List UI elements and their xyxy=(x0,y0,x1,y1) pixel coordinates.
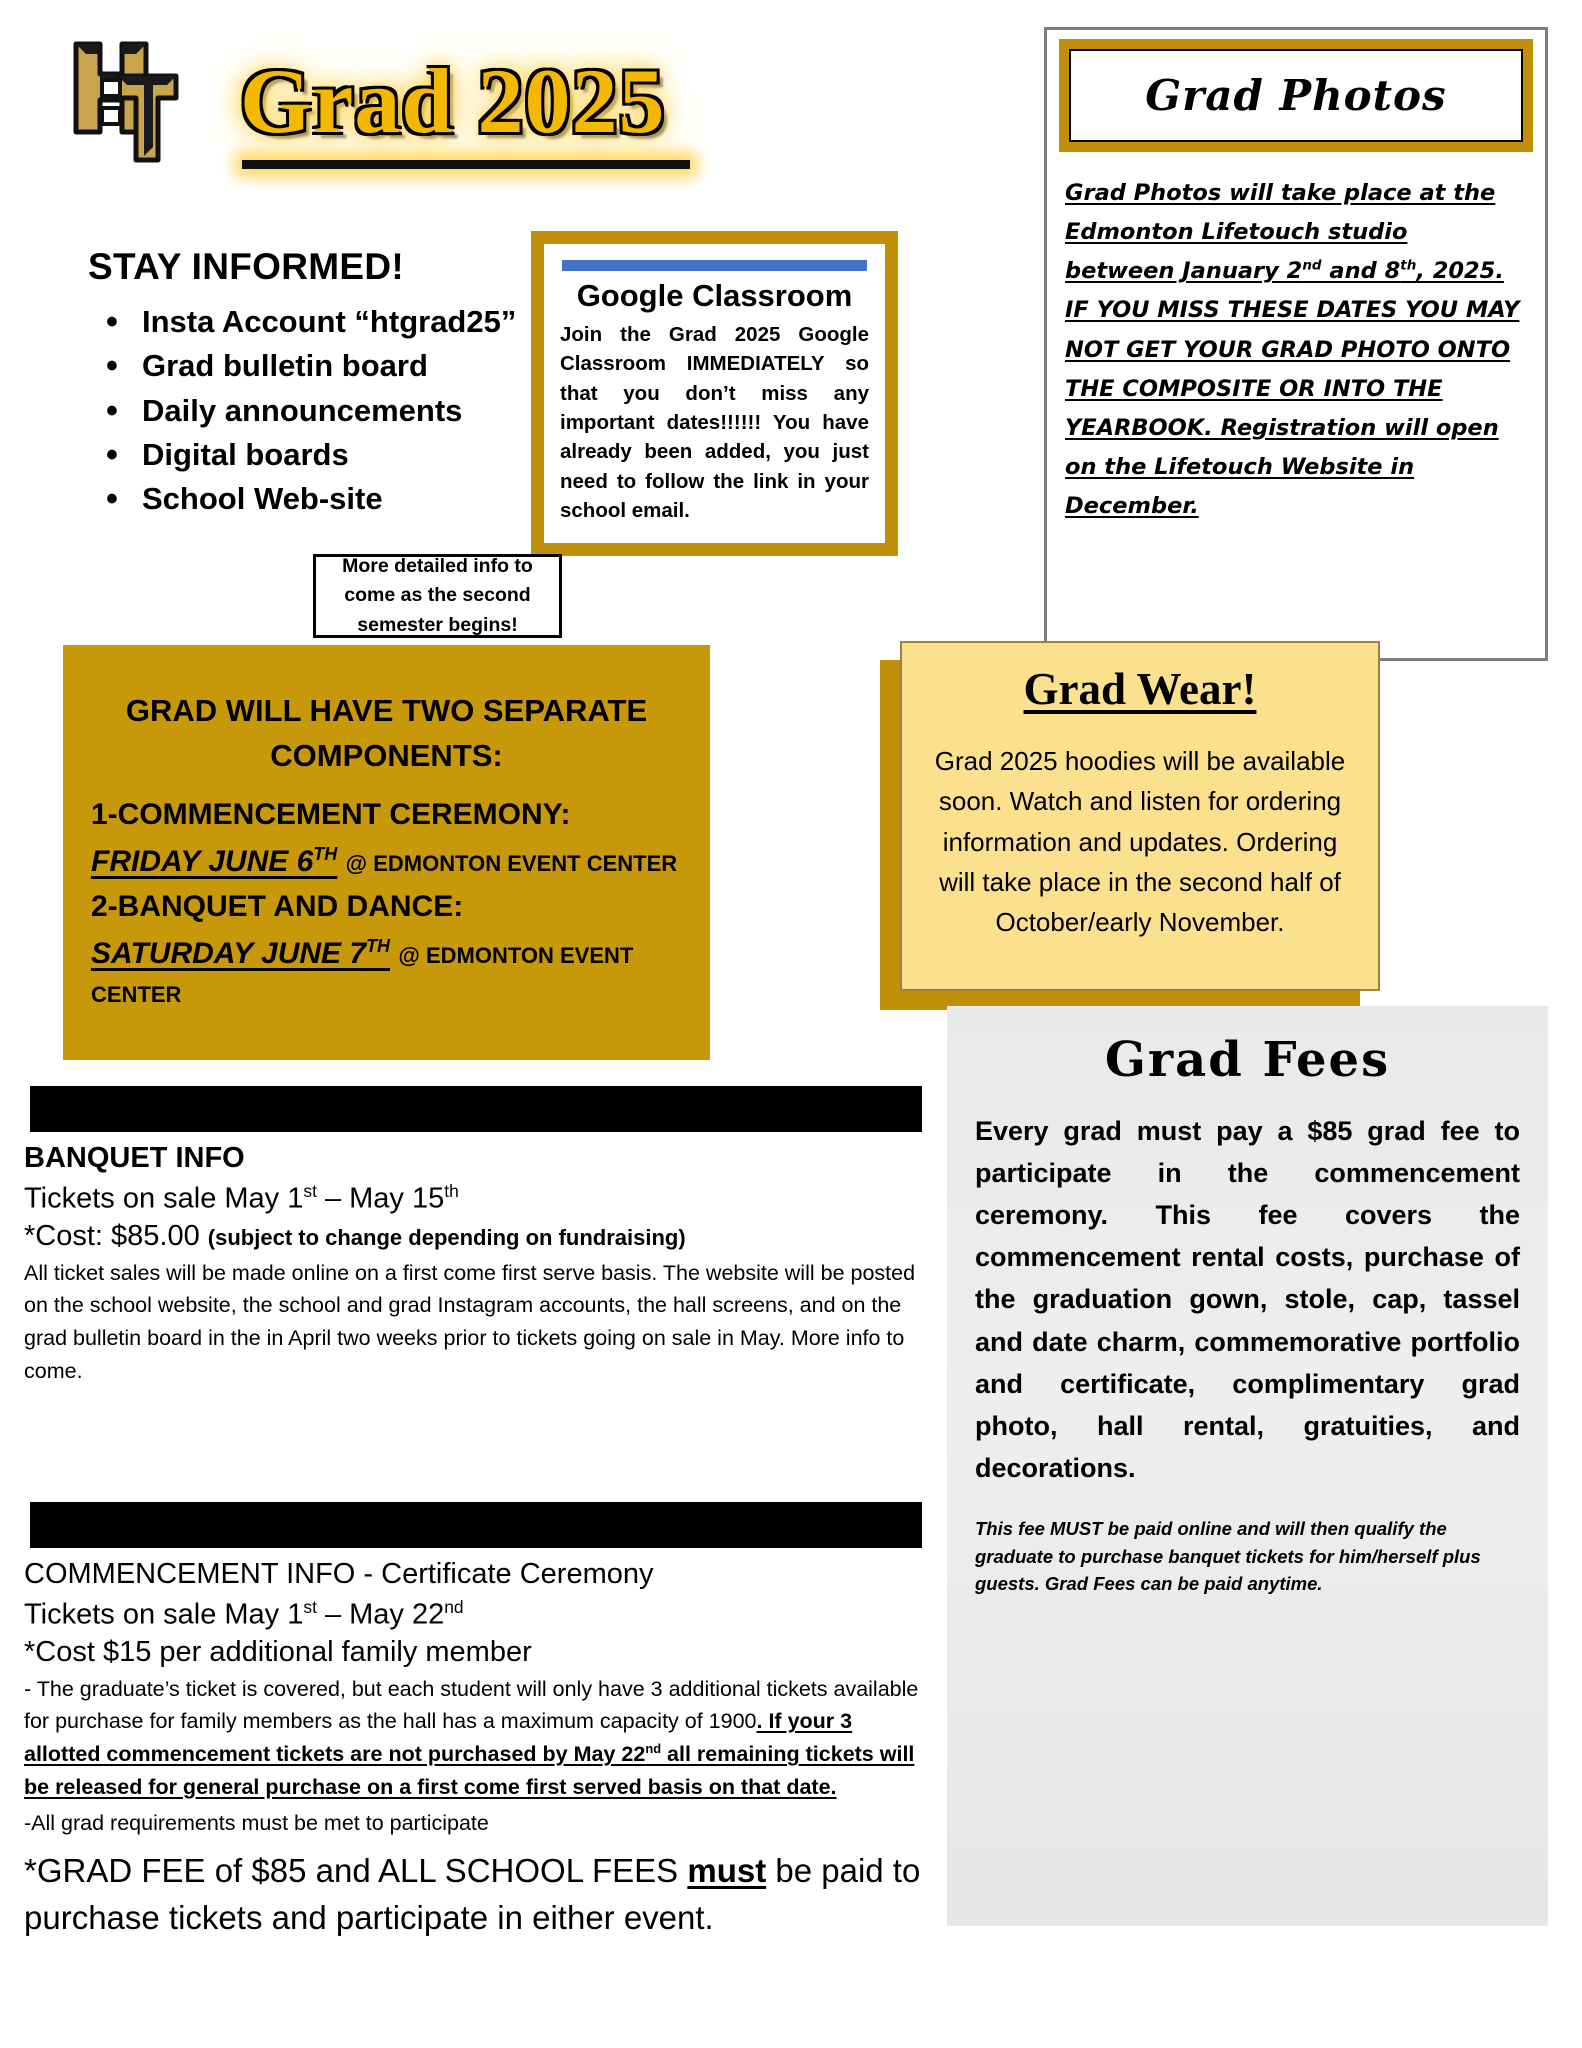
grad-wear-title-wrap xyxy=(926,663,1354,715)
components-heading: GRAD WILL HAVE TWO SEPARATE COMPONENTS: xyxy=(125,693,648,773)
list-item: • Grad bulletin board xyxy=(106,344,520,388)
list-item: • Digital boards xyxy=(106,433,520,477)
grad-fees-card xyxy=(947,1006,1548,1926)
banquet-cost-note: (subject to change depending on fundraising) xyxy=(207,1224,686,1250)
list-item: • Insta Account “htgrad25” xyxy=(106,300,520,344)
commencement-requirements: -All grad requirements must be met to participate xyxy=(24,1811,489,1836)
final-rest: be paid to purchase tickets and participate in either event. xyxy=(24,1852,921,1936)
google-classroom-inner xyxy=(544,244,885,543)
gp-text-2: and 8 xyxy=(1321,258,1401,285)
gp-text-1: Grad Photos will take place at the Edmonton Lifetouch studio between January 2 xyxy=(1065,180,1496,285)
comm-detail-sup: nd xyxy=(645,1740,662,1756)
comm-detail-underlined-prefix: . If your 3 allotted commencement tickets are not purchased by May 22 xyxy=(24,1709,853,1766)
comm-ticket-mid: – May 22 xyxy=(316,1598,445,1631)
banquet-heading: BANQUET INFO xyxy=(24,1142,245,1174)
final-emph: must xyxy=(687,1852,767,1890)
grad-components-card xyxy=(63,645,710,1060)
detail-callout xyxy=(313,554,562,638)
component-1-date: FRIDAY JUNE 6 xyxy=(91,844,314,878)
comm-sup-1: st xyxy=(303,1597,317,1617)
google-classroom-card xyxy=(531,231,898,556)
comm-detail-underlined-rest: all remaining tickets will be released for general purchase on a first come first served basis on that date. xyxy=(24,1742,915,1799)
banquet-info-section xyxy=(24,1142,924,1387)
commencement-heading-bold: COMMENCEMENT INFO xyxy=(24,1558,356,1590)
list-item: • School Web-site xyxy=(106,477,520,521)
grad-photos-title-box xyxy=(1069,49,1523,142)
banquet-ticket-dates xyxy=(24,1181,924,1216)
detail-callout-text: More detailed info to come as the second semester begins! xyxy=(342,555,533,636)
banquet-cost xyxy=(24,1220,924,1253)
comm-ticket-prefix: Tickets on sale May 1 xyxy=(24,1598,304,1631)
commencement-ticket-dates xyxy=(24,1597,924,1632)
stay-informed-section xyxy=(60,246,520,522)
component-1-date-row xyxy=(91,842,692,881)
grad-photos-title-frame xyxy=(1059,39,1533,152)
grad-fees-title: Grad Fees xyxy=(1104,1032,1391,1088)
section-divider-banquet xyxy=(30,1086,922,1132)
grad-photos-title: Grad Photos xyxy=(1145,71,1447,120)
final-prefix: *GRAD FEE of $85 and ALL SCHOOL FEES xyxy=(24,1852,688,1890)
banquet-sup-1: st xyxy=(303,1181,317,1201)
component-1-venue: @ EDMONTON EVENT CENTER xyxy=(345,850,678,876)
grad-fees-note: This fee MUST be paid online and will then qualify the graduate to purchase banquet tickets for him/herself plus guests. Grad Fees can be paid anytime. xyxy=(975,1517,1481,1595)
list-item: • Daily announcements xyxy=(106,389,520,433)
stay-informed-heading: STAY INFORMED! xyxy=(88,246,404,287)
component-2-venue: @ EDMONTON EVENT CENTER xyxy=(91,942,634,1007)
banquet-ticket-mid: – May 15 xyxy=(316,1182,445,1215)
commencement-final-note xyxy=(24,1848,924,1942)
grad-photos-body xyxy=(1065,174,1523,526)
banquet-sup-2: th xyxy=(444,1181,459,1201)
title-underline xyxy=(242,160,690,169)
component-2-date-sup: TH xyxy=(366,935,391,956)
accent-bar xyxy=(562,260,867,271)
comm-detail-plain: - The graduate’s ticket is covered, but each student will only have 3 additional tickets available for purchase for family members as the hall has a maximum capacity of 1900 xyxy=(24,1676,919,1734)
banquet-ticket-prefix: Tickets on sale May 1 xyxy=(24,1182,304,1215)
gp-sup-1: nd xyxy=(1302,257,1322,274)
page-title: Grad 2025 xyxy=(240,50,666,152)
component-2-date: SATURDAY JUNE 7 xyxy=(91,936,367,970)
banquet-body: All ticket sales will be made online on a first come first serve basis. The website will be posted on the school website, the school and grad Instagram accounts, the hall screens, and on the grad bulletin board in the in April two weeks prior to tickets going on sale in May. More info to come. xyxy=(24,1260,916,1383)
gp-text-3: , 2025. IF YOU MISS THESE DATES YOU MAY NOT GET YOUR GRAD PHOTO ONTO THE COMPOSITE OR INTO THE YEARBOOK. Registration will open on the Lifetouch Website in December. xyxy=(1065,258,1520,520)
google-classroom-body: Join the Grad 2025 Google Classroom IMMEDIATELY so that you don’t miss any important dates!!!!!! You have already been added, you just need to follow the link in your school email. xyxy=(560,323,869,522)
commencement-heading xyxy=(24,1558,924,1591)
commencement-info-section xyxy=(24,1558,924,1942)
component-2-date-row xyxy=(91,934,692,1012)
commencement-cost: *Cost $15 per additional family member xyxy=(24,1635,532,1668)
grad-wear-title: Grad Wear! xyxy=(1023,664,1257,714)
component-1-date-sup: TH xyxy=(313,843,338,864)
commencement-heading-rest: - Certificate Ceremony xyxy=(355,1558,654,1590)
school-logo xyxy=(58,30,188,175)
google-classroom-title: Google Classroom xyxy=(576,278,853,313)
gp-sup-2: th xyxy=(1400,257,1417,274)
grad-photos-card xyxy=(1044,27,1548,661)
banquet-cost-main: *Cost: $85.00 xyxy=(24,1219,208,1252)
component-2-label: 2-BANQUET AND DANCE: xyxy=(91,889,464,923)
stay-informed-list xyxy=(60,300,520,522)
grad-fees-body: Every grad must pay a $85 grad fee to participate in the commencement ceremony. This fee covers the commencement rental costs, purchase of the graduation gown, stole, cap, tassel and date charm, commemorative portfolio and certificate, complimentary grad photo, hall rental, gratuities, and decorations. xyxy=(975,1116,1520,1483)
grad-wear-card xyxy=(900,641,1380,991)
comm-sup-2: nd xyxy=(444,1597,464,1617)
grad-wear-body: Grad 2025 hoodies will be available soon. Watch and listen for ordering information and updates. Ordering will take place in the second half of October/early November. xyxy=(934,746,1346,938)
section-divider-commencement xyxy=(30,1502,922,1548)
component-1-label: 1-COMMENCEMENT CEREMONY: xyxy=(91,797,571,831)
commencement-detail xyxy=(24,1673,924,1804)
